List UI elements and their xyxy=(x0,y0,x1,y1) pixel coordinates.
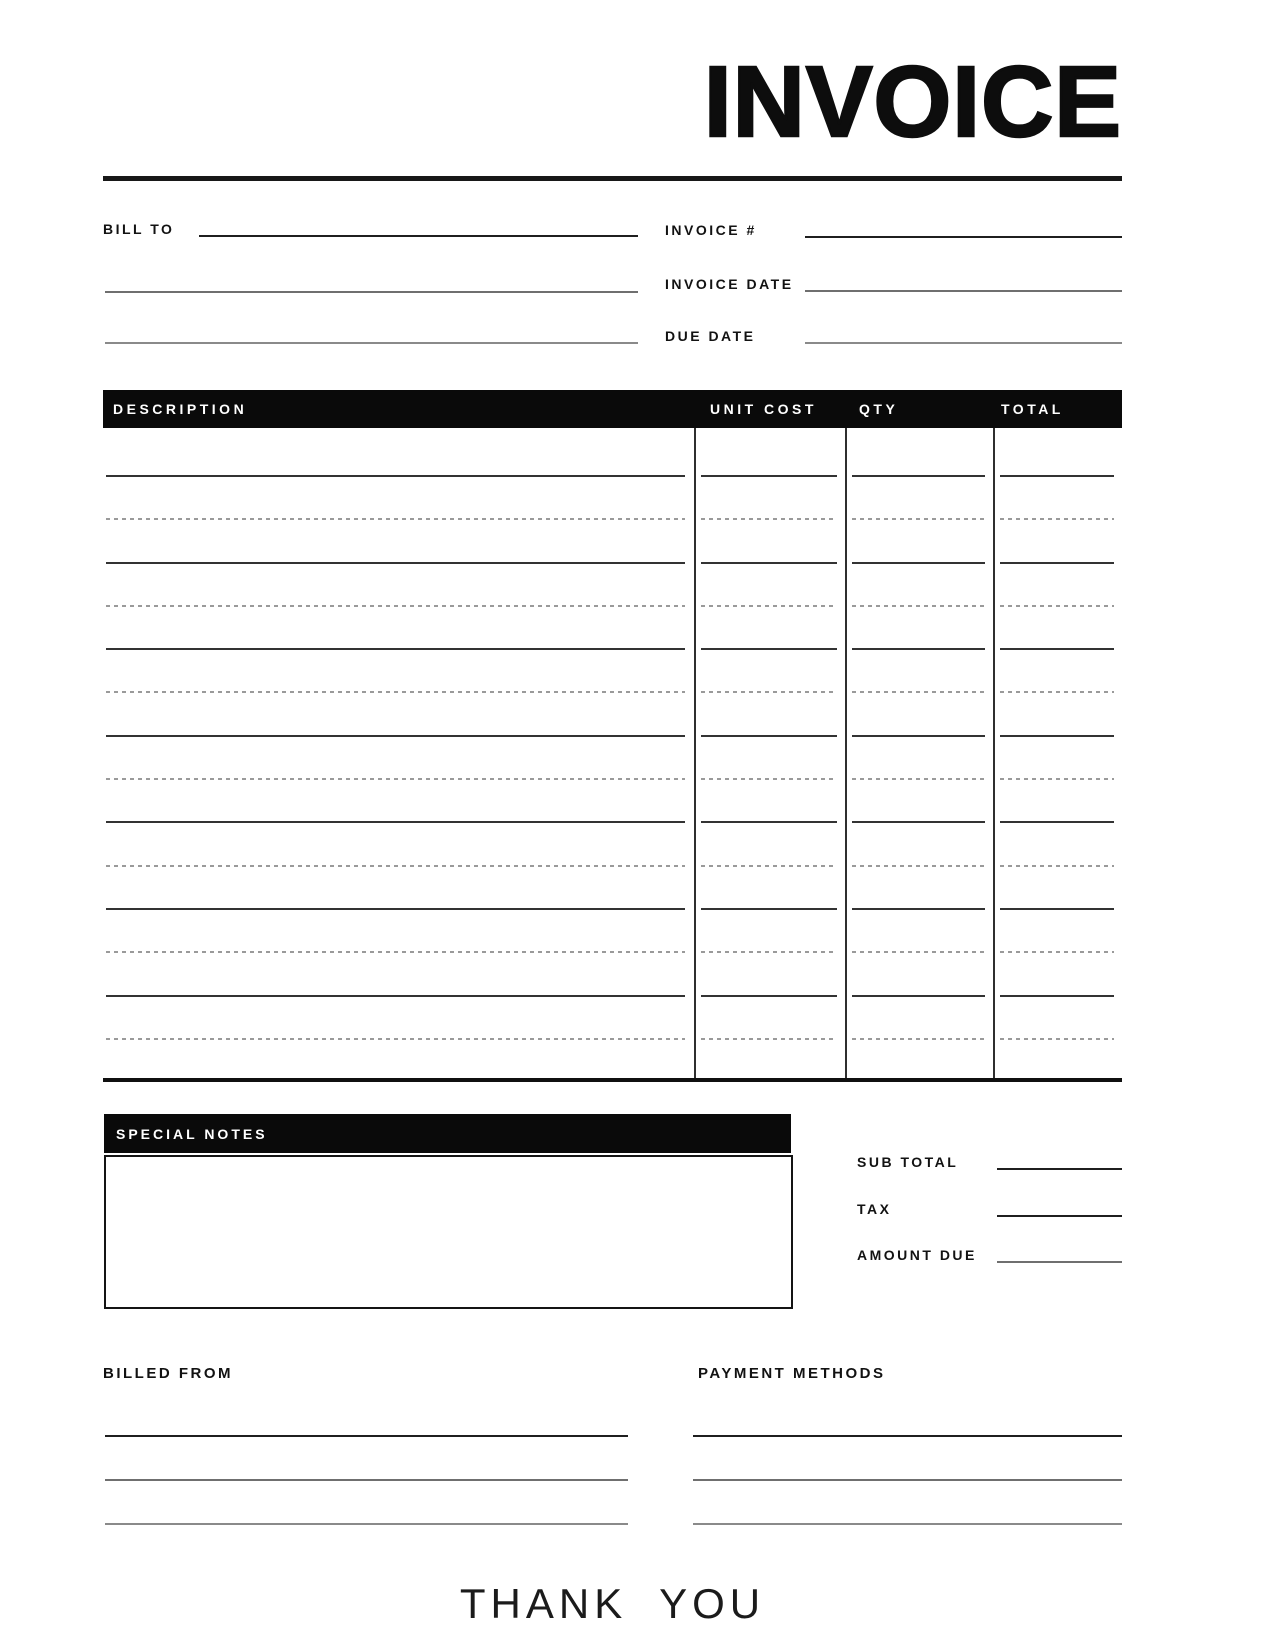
due-date-blank-line xyxy=(805,342,1122,344)
table-row xyxy=(103,997,1122,1040)
items-table-header xyxy=(103,390,1122,428)
table-cell-unit-cost xyxy=(694,953,845,996)
payment-methods-label: PAYMENT METHODS xyxy=(698,1365,886,1382)
blank-entry-line xyxy=(1000,1038,1114,1040)
column-separator-qty-total xyxy=(993,428,995,1078)
table-cell-qty xyxy=(845,607,993,650)
table-cell-description xyxy=(103,867,694,910)
column-separator-description-unitcost xyxy=(694,428,696,1078)
table-cell-total xyxy=(993,910,1122,953)
table-cell-qty xyxy=(845,477,993,520)
table-cell-qty xyxy=(845,997,993,1040)
tax-blank-line xyxy=(997,1215,1122,1217)
table-cell-total xyxy=(993,650,1122,693)
table-cell-description xyxy=(103,823,694,866)
amount-due-label: AMOUNT DUE xyxy=(857,1246,977,1263)
table-cell-unit-cost xyxy=(694,650,845,693)
invoice-date-blank-line xyxy=(805,290,1122,292)
page-title: INVOICE xyxy=(703,46,1122,158)
table-cell-total xyxy=(993,867,1122,910)
invoice-number-blank-line xyxy=(805,236,1122,238)
column-header-description: DESCRIPTION xyxy=(113,401,248,417)
table-cell-total xyxy=(993,997,1122,1040)
billed-from-label: BILLED FROM xyxy=(103,1365,233,1382)
bill-to-blank-line xyxy=(199,235,638,237)
table-cell-description xyxy=(103,607,694,650)
special-notes-box xyxy=(104,1155,793,1309)
due-date-row xyxy=(665,318,1122,344)
table-cell-qty xyxy=(845,823,993,866)
column-header-qty: QTY xyxy=(859,401,899,417)
bill-to-blank-line-3 xyxy=(105,342,638,344)
table-cell-qty xyxy=(845,910,993,953)
blank-entry-line xyxy=(106,1038,685,1040)
column-header-total: TOTAL xyxy=(1001,401,1064,417)
table-row xyxy=(103,867,1122,910)
items-table-bottom-rule xyxy=(103,1078,1122,1082)
special-notes-bar xyxy=(104,1114,791,1153)
table-cell-description xyxy=(103,428,694,477)
table-cell-description xyxy=(103,564,694,607)
table-cell-description xyxy=(103,997,694,1040)
table-cell-total xyxy=(993,823,1122,866)
subtotal-label: SUB TOTAL xyxy=(857,1153,959,1170)
invoice-date-label: INVOICE DATE xyxy=(665,275,794,292)
payment-methods-blank-line-3 xyxy=(693,1523,1122,1525)
due-date-label: DUE DATE xyxy=(665,327,756,344)
table-row xyxy=(103,428,1122,477)
tax-row xyxy=(857,1191,1122,1217)
table-cell-unit-cost xyxy=(694,564,845,607)
table-cell-unit-cost xyxy=(694,997,845,1040)
table-cell-total xyxy=(993,520,1122,563)
table-cell-total xyxy=(993,780,1122,823)
table-row xyxy=(103,823,1122,866)
billed-from-blank-line-2 xyxy=(105,1479,628,1481)
blank-entry-line xyxy=(701,1038,837,1040)
table-row xyxy=(103,564,1122,607)
table-cell-description xyxy=(103,650,694,693)
invoice-date-row xyxy=(665,266,1122,292)
table-row xyxy=(103,477,1122,520)
table-row xyxy=(103,737,1122,780)
table-row xyxy=(103,910,1122,953)
table-cell-description xyxy=(103,737,694,780)
special-notes-label: SPECIAL NOTES xyxy=(116,1125,268,1142)
table-row xyxy=(103,953,1122,996)
table-row xyxy=(103,780,1122,823)
table-cell-qty xyxy=(845,693,993,736)
bill-to-blank-line-2 xyxy=(105,291,638,293)
payment-methods-blank-line-1 xyxy=(693,1435,1122,1437)
table-cell-total xyxy=(993,428,1122,477)
table-cell-description xyxy=(103,910,694,953)
table-cell-description xyxy=(103,953,694,996)
table-row xyxy=(103,693,1122,736)
subtotal-row xyxy=(857,1144,1122,1170)
table-cell-unit-cost xyxy=(694,823,845,866)
table-cell-total xyxy=(993,607,1122,650)
table-cell-unit-cost xyxy=(694,477,845,520)
table-cell-qty xyxy=(845,737,993,780)
table-cell-total xyxy=(993,477,1122,520)
table-cell-qty xyxy=(845,650,993,693)
title-divider xyxy=(103,176,1122,181)
table-cell-total xyxy=(993,693,1122,736)
table-row xyxy=(103,650,1122,693)
tax-label: TAX xyxy=(857,1200,892,1217)
table-cell-qty xyxy=(845,867,993,910)
invoice-number-row xyxy=(665,212,1122,238)
billed-from-blank-line-3 xyxy=(105,1523,628,1525)
payment-methods-blank-line-2 xyxy=(693,1479,1122,1481)
table-cell-unit-cost xyxy=(694,910,845,953)
table-row xyxy=(103,520,1122,563)
bill-to-row xyxy=(103,211,638,237)
table-cell-unit-cost xyxy=(694,867,845,910)
table-cell-description xyxy=(103,477,694,520)
bill-to-label: BILL TO xyxy=(103,220,175,237)
table-cell-description xyxy=(103,520,694,563)
table-cell-unit-cost xyxy=(694,520,845,563)
table-cell-unit-cost xyxy=(694,780,845,823)
table-cell-total xyxy=(993,737,1122,780)
table-cell-qty xyxy=(845,564,993,607)
blank-entry-line xyxy=(852,1038,985,1040)
table-cell-qty xyxy=(845,520,993,563)
column-header-unit-cost: UNIT COST xyxy=(710,401,817,417)
table-cell-qty xyxy=(845,780,993,823)
thank-you-text: THANK YOU xyxy=(459,1580,766,1627)
table-cell-description xyxy=(103,780,694,823)
table-cell-description xyxy=(103,693,694,736)
table-cell-unit-cost xyxy=(694,693,845,736)
table-row xyxy=(103,607,1122,650)
amount-due-blank-line xyxy=(997,1261,1122,1263)
column-separator-unitcost-qty xyxy=(845,428,847,1078)
billed-from-blank-line-1 xyxy=(105,1435,628,1437)
table-cell-unit-cost xyxy=(694,428,845,477)
table-cell-qty xyxy=(845,428,993,477)
table-cell-unit-cost xyxy=(694,737,845,780)
invoice-number-label: INVOICE # xyxy=(665,221,757,238)
table-cell-total xyxy=(993,564,1122,607)
items-table-body xyxy=(103,428,1122,1078)
subtotal-blank-line xyxy=(997,1168,1122,1170)
table-cell-qty xyxy=(845,953,993,996)
table-cell-unit-cost xyxy=(694,607,845,650)
table-cell-total xyxy=(993,953,1122,996)
amount-due-row xyxy=(857,1237,1122,1263)
